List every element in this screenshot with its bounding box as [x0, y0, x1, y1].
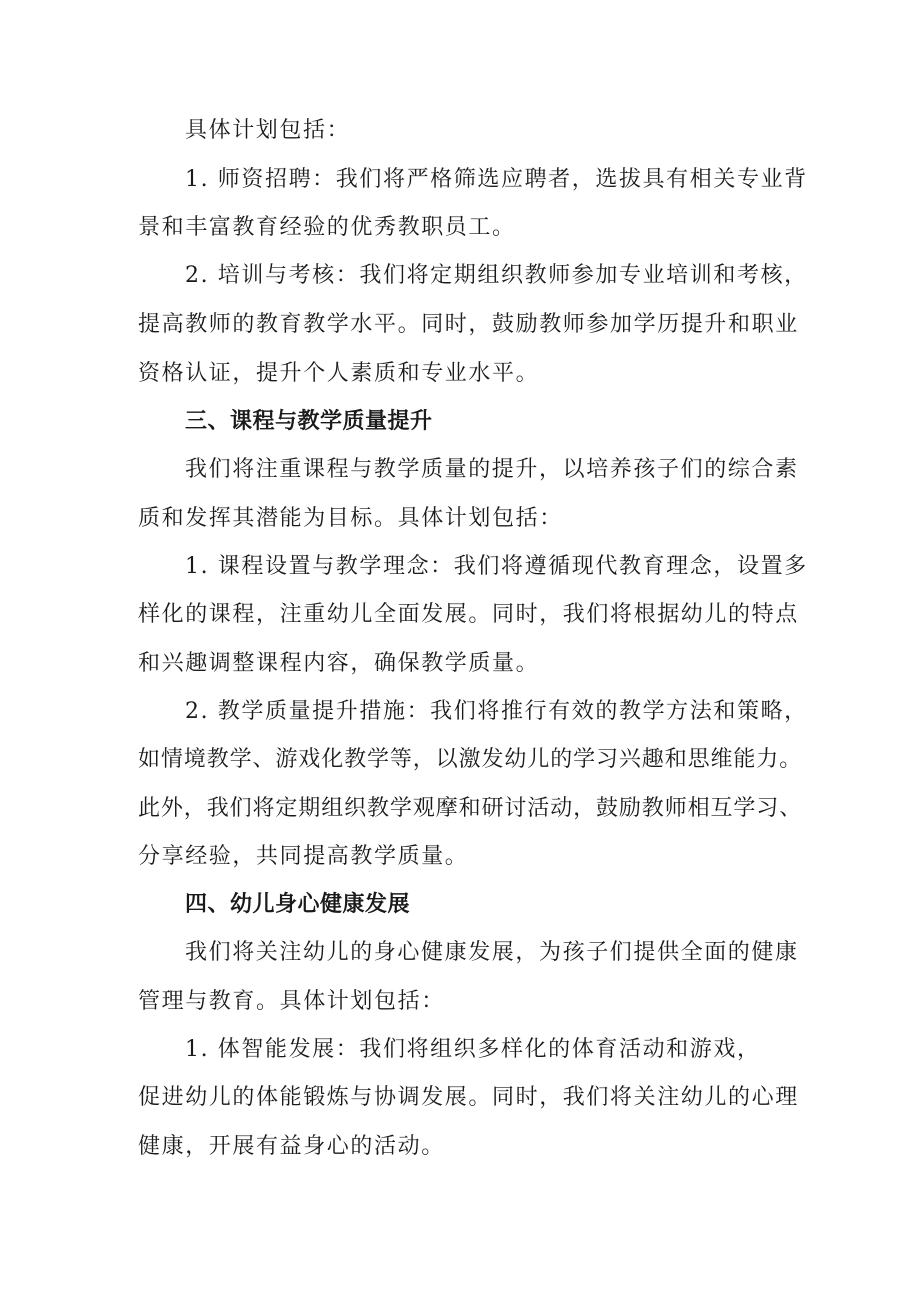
section-heading: 四、幼儿身心健康发展: [185, 892, 411, 917]
list-item-line: 2. 教学质量提升措施：我们将推行有效的教学方法和策略，: [185, 699, 808, 724]
paragraph-line: 分享经验，共同提高教学质量。: [138, 844, 469, 869]
section-heading: 三、课程与教学质量提升: [185, 409, 433, 434]
list-item-line: 1. 体智能发展：我们将组织多样化的体育活动和游戏，: [185, 1037, 761, 1062]
paragraph-line: 样化的课程，注重幼儿全面发展。同时，我们将根据幼儿的特点: [138, 602, 799, 627]
paragraph-line: 具体计划包括：: [185, 118, 351, 143]
paragraph-line: 管理与教育。具体计划包括：: [138, 989, 445, 1014]
paragraph-line: 和兴趣调整课程内容，确保教学质量。: [138, 651, 540, 676]
paragraph-line: 如情境教学、游戏化教学等，以激发幼儿的学习兴趣和思维能力。: [138, 747, 803, 772]
paragraph-line: 景和丰富教育经验的优秀教职员工。: [138, 215, 516, 240]
paragraph-line: 我们将注重课程与教学质量的提升，以培养孩子们的综合素: [185, 457, 799, 482]
list-item-line: 2. 培训与考核：我们将定期组织教师参加专业培训和考核，: [185, 263, 808, 288]
paragraph-line: 促进幼儿的体能锻炼与协调发展。同时，我们将关注幼儿的心理: [138, 1085, 799, 1110]
paragraph-line: 质和发挥其潜能为目标。具体计划包括：: [138, 506, 563, 531]
paragraph-line: 此外，我们将定期组织教学观摩和研讨活动，鼓励教师相互学习、: [138, 796, 803, 821]
list-item-line: 1. 课程设置与教学理念：我们将遵循现代教育理念，设置多: [185, 554, 808, 579]
list-item-line: 1. 师资招聘：我们将严格筛选应聘者，选拔具有相关专业背: [185, 167, 808, 192]
paragraph-line: 资格认证，提升个人素质和专业水平。: [138, 361, 540, 386]
paragraph-line: 健康，开展有益身心的活动。: [138, 1134, 445, 1159]
paragraph-line: 我们将关注幼儿的身心健康发展，为孩子们提供全面的健康: [185, 940, 799, 965]
paragraph-line: 提高教师的教育教学水平。同时，鼓励教师参加学历提升和职业: [138, 312, 799, 337]
